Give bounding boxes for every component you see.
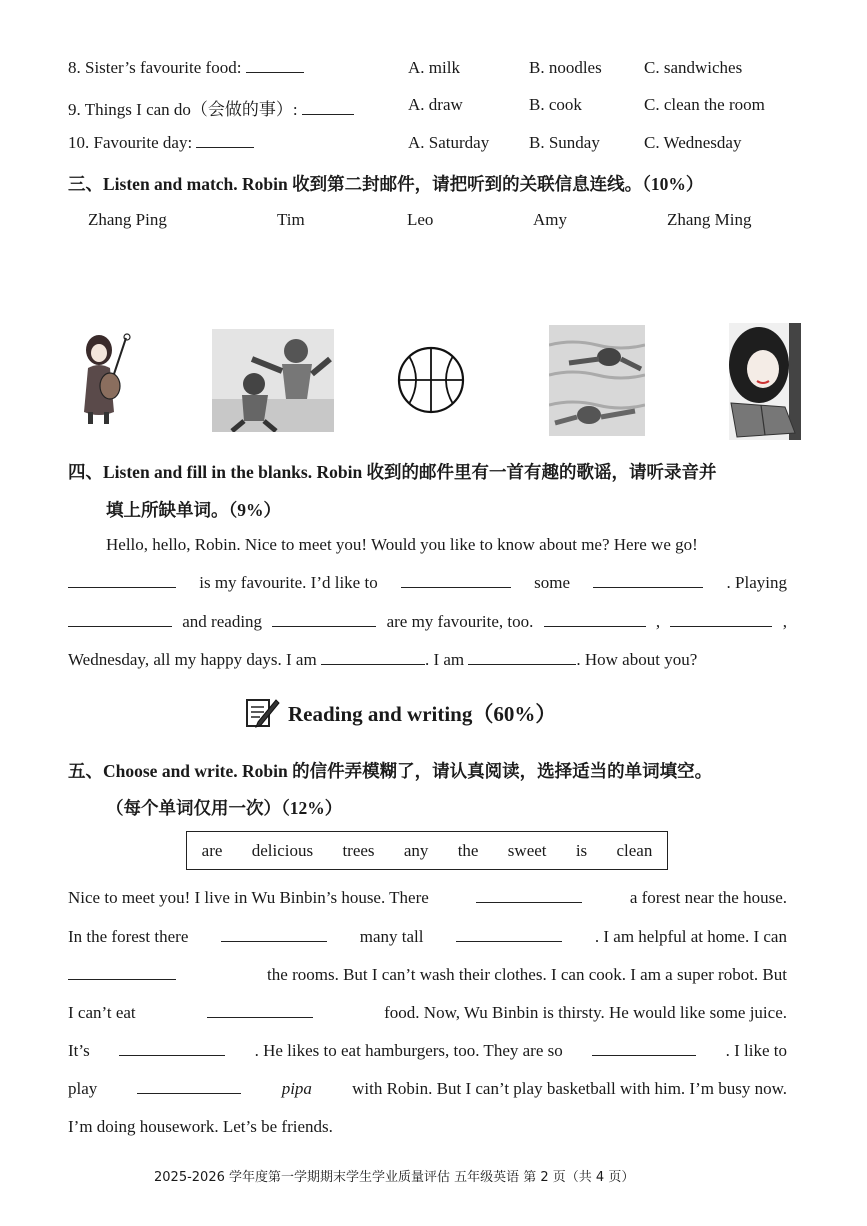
letter-line-5: It’s . He likes to eat hamburgers, too. They are so . I like to bbox=[68, 1041, 787, 1060]
song-blank-6[interactable] bbox=[544, 612, 646, 627]
q8-option-b: B. noodles bbox=[529, 58, 602, 77]
word-bank-word[interactable]: clean bbox=[616, 840, 653, 860]
girl-playing-pipa-picture[interactable] bbox=[74, 332, 136, 428]
q9-prompt: 9. Things I can do（会做的事）: bbox=[68, 95, 354, 120]
letter-blank-1[interactable] bbox=[476, 888, 582, 903]
letter-line-1: Nice to meet you! I live in Wu Binbin’s house. There a forest near the house. bbox=[68, 888, 787, 907]
part-reading-writing-title: Reading and writing（60%） bbox=[288, 702, 557, 726]
section-5-heading-line-2: （每个单词仅用一次）（12%） bbox=[106, 798, 343, 818]
q10-answer-blank[interactable] bbox=[196, 133, 254, 148]
pencil-paper-icon bbox=[244, 694, 280, 728]
letter-line-7: I’m doing housework. Let’s be friends. bbox=[68, 1117, 333, 1136]
word-bank-box bbox=[186, 831, 668, 870]
section-5-heading-line-1: 五、Choose and write. Robin 的信件弄模糊了，请认真阅读，选择适当的单词填空。 bbox=[68, 761, 713, 781]
letter-line-3: the rooms. But I can’t wash their clothes. I can cook. I am a super robot. But bbox=[68, 965, 787, 985]
q9-answer-blank[interactable] bbox=[302, 100, 354, 115]
q10-option-a: A. Saturday bbox=[408, 133, 490, 152]
letter-line-2: In the forest there many tall . I am helpful at home. I can bbox=[68, 927, 787, 946]
word-bank-word[interactable]: the bbox=[457, 840, 479, 860]
song-line-1: Hello, hello, Robin. Nice to meet you! Would you like to know about me? Here we go! bbox=[106, 535, 698, 554]
song-blank-3[interactable] bbox=[593, 573, 703, 588]
word-bank-word[interactable]: any bbox=[403, 840, 429, 860]
page-footer: 2025-2026 学年度第一学期期末学生学业质量评估 五年级英语 第 2 页（共 4 页） bbox=[154, 1170, 635, 1185]
song-blank-5[interactable] bbox=[272, 612, 376, 627]
word-bank-word[interactable]: delicious bbox=[251, 840, 314, 860]
letter-blank-2[interactable] bbox=[221, 927, 327, 942]
q8-option-a: A. milk bbox=[408, 58, 460, 77]
letter-line-4: I can’t eat food. Now, Wu Binbin is thirsty. He would like some juice. bbox=[68, 1003, 787, 1022]
song-blank-9[interactable] bbox=[468, 650, 576, 665]
song-line-3: and reading are my favourite, too. , , bbox=[68, 612, 787, 632]
q10-option-b: B. Sunday bbox=[529, 133, 600, 152]
basketball-picture[interactable] bbox=[397, 346, 465, 414]
song-blank-8[interactable] bbox=[321, 650, 425, 665]
letter-blank-5[interactable] bbox=[207, 1003, 313, 1018]
q9-option-a: A. draw bbox=[408, 95, 463, 114]
word-bank-word[interactable]: sweet bbox=[507, 840, 547, 860]
letter-blank-7[interactable] bbox=[592, 1041, 696, 1056]
match-name-tim[interactable]: Tim bbox=[277, 210, 305, 229]
match-name-amy[interactable]: Amy bbox=[533, 210, 567, 229]
q9-option-b: B. cook bbox=[529, 95, 582, 114]
letter-blank-4[interactable] bbox=[68, 965, 176, 980]
word-bank-word[interactable]: trees bbox=[342, 840, 375, 860]
letter-blank-8[interactable] bbox=[137, 1079, 241, 1094]
boys-playing-kung-fu-picture[interactable] bbox=[212, 329, 334, 432]
letter-blank-6[interactable] bbox=[119, 1041, 225, 1056]
song-blank-1[interactable] bbox=[68, 573, 176, 588]
song-blank-2[interactable] bbox=[401, 573, 511, 588]
match-name-zhang-ping[interactable]: Zhang Ping bbox=[88, 210, 167, 229]
song-line-2: is my favourite. I’d like to some . Playing bbox=[68, 573, 787, 593]
q10-prompt: 10. Favourite day: bbox=[68, 133, 254, 153]
letter-line-6: play pipa with Robin. But I can’t play basketball with him. I’m busy now. bbox=[68, 1079, 787, 1098]
section-3-heading: 三、Listen and match. Robin 收到第二封邮件，请把听到的关联信息连线。（10%） bbox=[68, 174, 704, 194]
q10-option-c: C. Wednesday bbox=[644, 133, 742, 152]
q8-answer-blank[interactable] bbox=[246, 58, 304, 73]
letter-blank-3[interactable] bbox=[456, 927, 562, 942]
children-swimming-picture[interactable] bbox=[549, 325, 645, 436]
q9-option-c: C. clean the room bbox=[644, 95, 765, 114]
section-4-heading-line-2: 填上所缺单词。（9%） bbox=[106, 500, 281, 520]
song-line-4: Wednesday, all my happy days. I am . I am . How about you? bbox=[68, 650, 698, 669]
girl-reading-book-picture[interactable] bbox=[729, 323, 801, 440]
match-name-zhang-ming[interactable]: Zhang Ming bbox=[667, 210, 752, 229]
section-4-heading-line-1: 四、Listen and fill in the blanks. Robin 收到的邮件里有一首有趣的歌谣，请听录音并 bbox=[68, 462, 717, 482]
word-bank-word[interactable]: are bbox=[201, 840, 223, 860]
match-name-leo[interactable]: Leo bbox=[407, 210, 434, 229]
song-blank-4[interactable] bbox=[68, 612, 172, 627]
word-bank-word[interactable]: is bbox=[575, 840, 588, 860]
q8-option-c: C. sandwiches bbox=[644, 58, 743, 77]
q8-prompt: 8. Sister’s favourite food: bbox=[68, 58, 304, 78]
song-blank-7[interactable] bbox=[670, 612, 772, 627]
